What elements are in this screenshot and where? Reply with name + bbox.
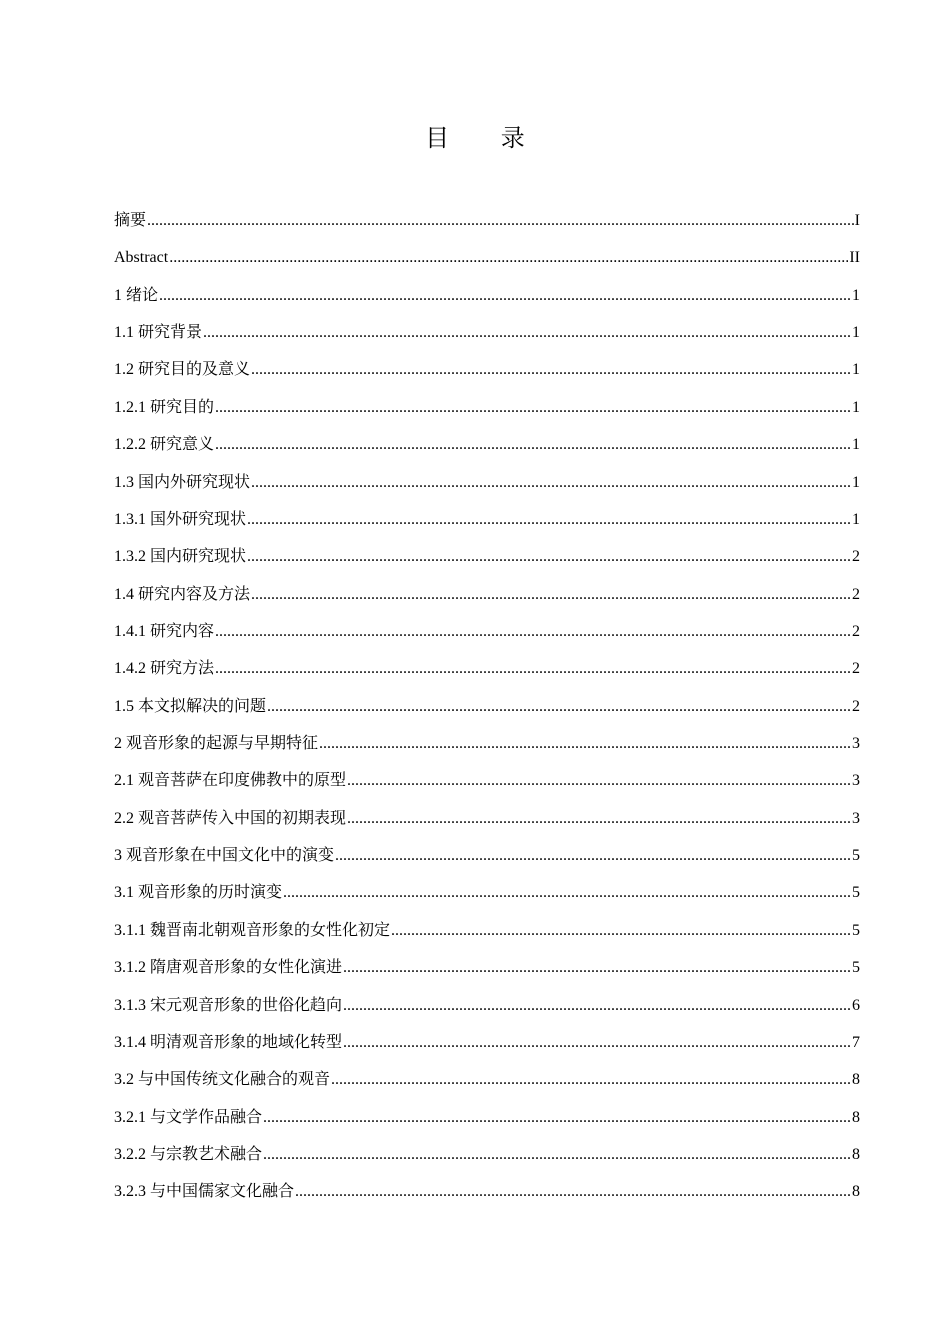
toc-entry-label: 1.4 研究内容及方法	[114, 585, 251, 603]
toc-entry-page-number: 1	[852, 286, 860, 304]
toc-dot-leader	[267, 688, 851, 725]
toc-entry-label: 3.1 观音形象的历时演变	[114, 884, 283, 902]
toc-entry[interactable]	[114, 538, 860, 575]
toc-entry-label: 1.4.2 研究方法	[114, 660, 215, 678]
toc-dot-leader	[295, 1173, 851, 1210]
toc-entry[interactable]	[114, 762, 860, 799]
toc-entry[interactable]	[114, 426, 860, 463]
toc-entry-page-number: 8	[852, 1145, 860, 1163]
toc-dot-leader	[203, 314, 851, 351]
toc-entry[interactable]	[114, 874, 860, 911]
toc-dot-leader	[215, 389, 851, 426]
toc-entry-label: 1.3 国内外研究现状	[114, 473, 251, 491]
toc-entry-label: 3 观音形象在中国文化中的演变	[114, 847, 335, 865]
toc-entry[interactable]	[114, 1061, 860, 1098]
toc-entry[interactable]	[114, 650, 860, 687]
toc-entry-page-number: 1	[852, 324, 860, 342]
toc-entry-page-number: 3	[852, 735, 860, 753]
toc-entry[interactable]	[114, 277, 860, 314]
toc-entry-label: 2.1 观音菩萨在印度佛教中的原型	[114, 772, 347, 790]
toc-dot-leader	[263, 1136, 851, 1173]
toc-entry[interactable]	[114, 1099, 860, 1136]
toc-entry-label: 2 观音形象的起源与早期特征	[114, 735, 319, 753]
toc-entry-page-number: 2	[852, 622, 860, 640]
toc-entry[interactable]	[114, 613, 860, 650]
toc-entry-page-number: II	[849, 249, 860, 267]
toc-dot-leader	[251, 351, 851, 388]
toc-dot-leader	[283, 874, 851, 911]
toc-dot-leader	[343, 987, 851, 1024]
toc-entry-label: 1.5 本文拟解决的问题	[114, 697, 267, 715]
toc-entry-label: 1.1 研究背景	[114, 324, 203, 342]
toc-entry-label: 1.4.1 研究内容	[114, 622, 215, 640]
toc-entry[interactable]	[114, 351, 860, 388]
toc-entry-page-number: 8	[852, 1071, 860, 1089]
toc-entry-label: 3.2.3 与中国儒家文化融合	[114, 1183, 295, 1201]
toc-entry[interactable]	[114, 725, 860, 762]
toc-entry[interactable]	[114, 1173, 860, 1210]
toc-entry[interactable]	[114, 202, 860, 239]
toc-entry-label: 3.2.2 与宗教艺术融合	[114, 1145, 263, 1163]
toc-entry-label: 1.3.2 国内研究现状	[114, 548, 247, 566]
toc-entry[interactable]	[114, 800, 860, 837]
toc-entry-label: 3.1.2 隋唐观音形象的女性化演进	[114, 959, 343, 977]
toc-entry[interactable]	[114, 987, 860, 1024]
toc-entry-page-number: 8	[852, 1108, 860, 1126]
toc-entry-label: 1 绪论	[114, 286, 159, 304]
toc-entry-page-number: 5	[852, 959, 860, 977]
toc-entry-label: 3.1.4 明清观音形象的地域化转型	[114, 1033, 343, 1051]
toc-entry-label: 3.2.1 与文学作品融合	[114, 1108, 263, 1126]
table-of-contents	[114, 202, 860, 1211]
toc-entry[interactable]	[114, 501, 860, 538]
toc-entry[interactable]	[114, 949, 860, 986]
toc-dot-leader	[343, 1024, 851, 1061]
toc-entry[interactable]	[114, 912, 860, 949]
toc-entry-label: 摘要	[114, 212, 147, 229]
toc-dot-leader	[391, 912, 851, 949]
toc-entry[interactable]	[114, 837, 860, 874]
toc-entry-page-number: 1	[852, 510, 860, 528]
toc-entry-label: 3.1.1 魏晋南北朝观音形象的女性化初定	[114, 921, 391, 939]
toc-entry[interactable]	[114, 389, 860, 426]
toc-dot-leader	[169, 239, 848, 276]
toc-entry-page-number: 1	[852, 473, 860, 491]
toc-entry-page-number: 2	[852, 548, 860, 566]
toc-entry-label: 3.2 与中国传统文化融合的观音	[114, 1071, 331, 1089]
toc-entry-page-number: 8	[852, 1183, 860, 1201]
toc-entry-page-number: 5	[852, 921, 860, 939]
toc-dot-leader	[347, 800, 851, 837]
toc-entry-page-number: 3	[852, 809, 860, 827]
toc-dot-leader	[263, 1099, 851, 1136]
toc-entry-page-number: 3	[852, 772, 860, 790]
toc-entry-label: 1.3.1 国外研究现状	[114, 510, 247, 528]
toc-dot-leader	[319, 725, 851, 762]
toc-entry-page-number: 2	[852, 697, 860, 715]
toc-dot-leader	[215, 650, 851, 687]
toc-entry-page-number: 1	[852, 436, 860, 454]
toc-entry-page-number: 5	[852, 884, 860, 902]
toc-entry[interactable]	[114, 239, 860, 276]
toc-entry[interactable]	[114, 1136, 860, 1173]
toc-entry-page-number: 1	[852, 398, 860, 416]
toc-entry-page-number: 5	[852, 847, 860, 865]
toc-entry[interactable]	[114, 464, 860, 501]
toc-entry-label: 3.1.3 宋元观音形象的世俗化趋向	[114, 996, 343, 1014]
toc-entry[interactable]	[114, 314, 860, 351]
toc-entry-label: 1.2 研究目的及意义	[114, 361, 251, 379]
toc-entry-page-number: 6	[852, 996, 860, 1014]
toc-entry-label: 1.2.1 研究目的	[114, 398, 215, 416]
toc-entry-page-number: 7	[852, 1033, 860, 1051]
toc-dot-leader	[159, 277, 851, 314]
toc-entry-label: 2.2 观音菩萨传入中国的初期表现	[114, 809, 347, 827]
toc-entry-label: 1.2.2 研究意义	[114, 436, 215, 454]
toc-entry-page-number: 1	[852, 361, 860, 379]
toc-entry[interactable]	[114, 688, 860, 725]
toc-dot-leader	[343, 949, 851, 986]
toc-dot-leader	[247, 538, 851, 575]
toc-entry[interactable]	[114, 576, 860, 613]
toc-entry-label: Abstract	[114, 249, 169, 267]
toc-dot-leader	[331, 1061, 851, 1098]
toc-dot-leader	[335, 837, 851, 874]
toc-dot-leader	[251, 576, 851, 613]
toc-dot-leader	[347, 762, 851, 799]
toc-entry-page-number: 2	[852, 660, 860, 678]
toc-dot-leader	[215, 613, 851, 650]
toc-dot-leader	[215, 426, 851, 463]
toc-dot-leader	[251, 464, 851, 501]
page-title: 目 录	[425, 124, 547, 152]
toc-entry-page-number: 2	[852, 585, 860, 603]
toc-dot-leader	[147, 202, 854, 239]
toc-entry[interactable]	[114, 1024, 860, 1061]
toc-dot-leader	[247, 501, 851, 538]
toc-entry-page-number: I	[854, 212, 860, 229]
